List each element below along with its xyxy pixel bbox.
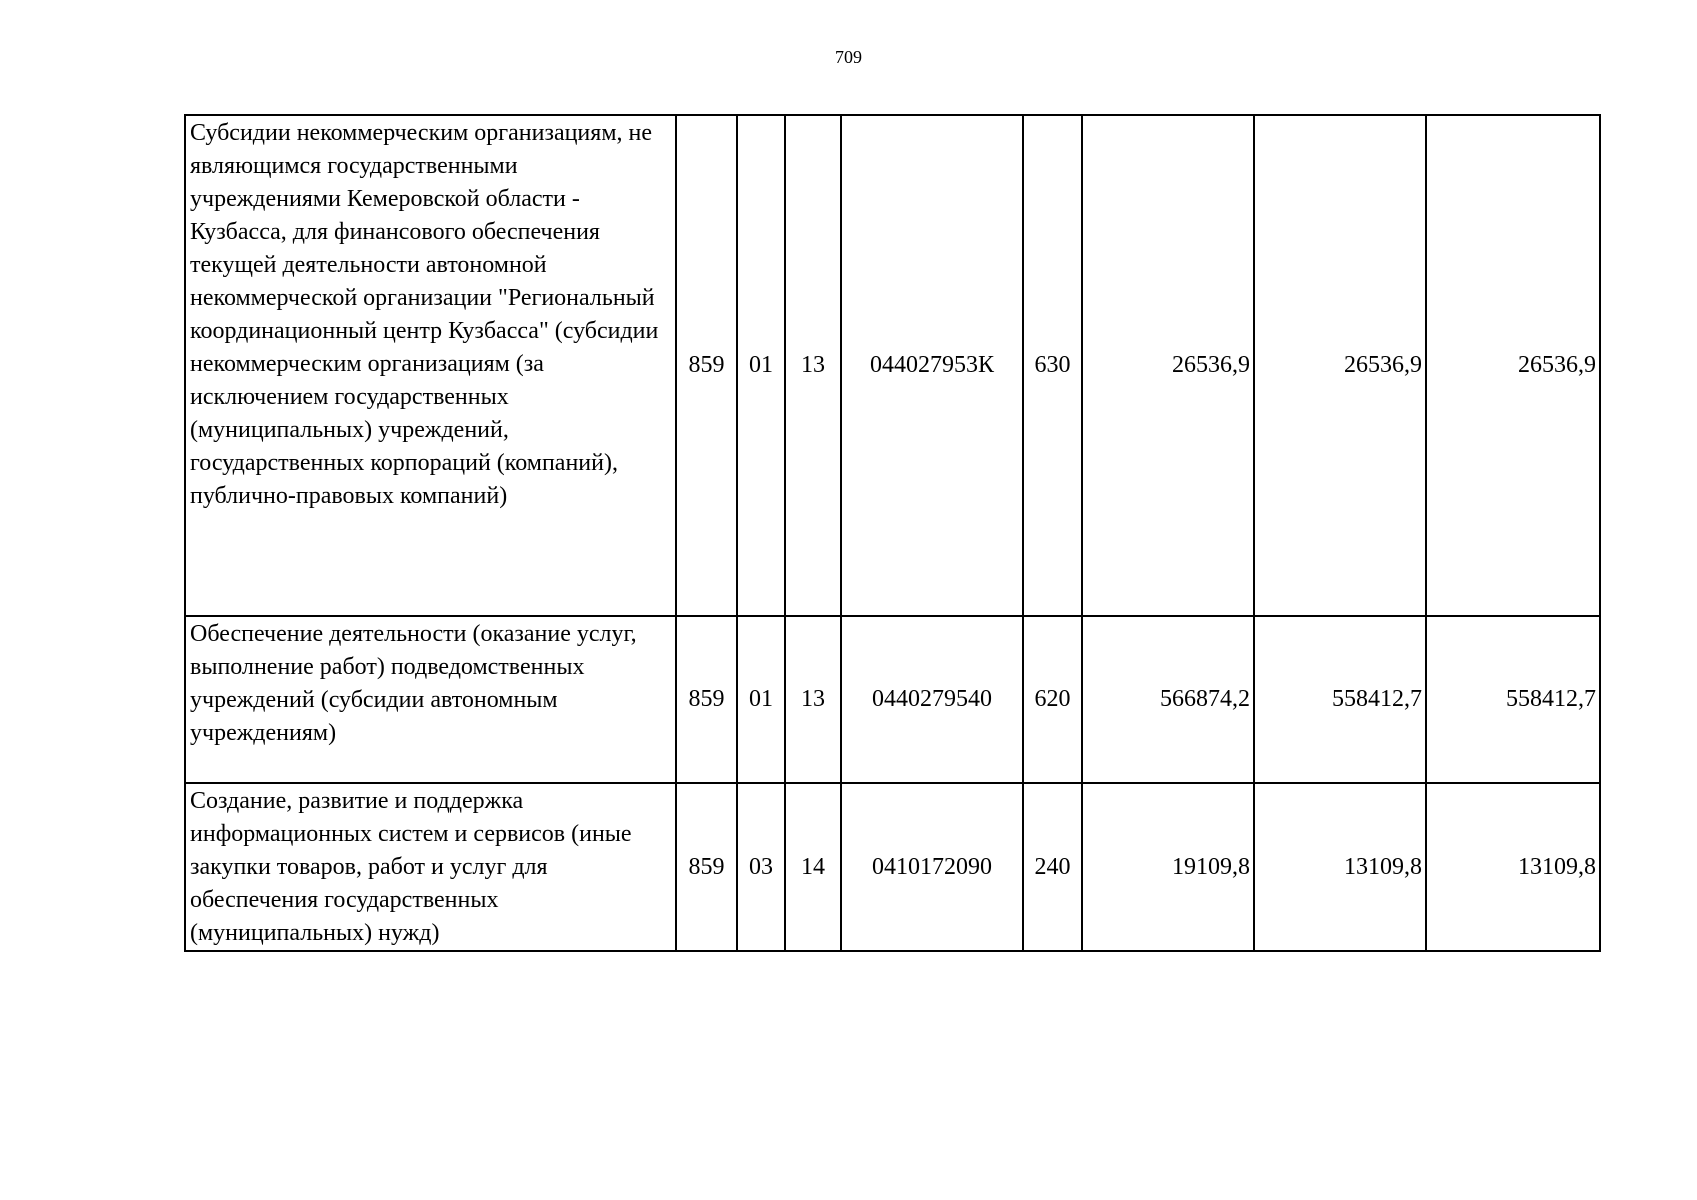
expense-type-code: 620 <box>1023 616 1082 783</box>
ministry-code: 859 <box>676 783 737 951</box>
subsection-code: 14 <box>785 783 841 951</box>
table-row <box>185 616 1600 783</box>
amount-1: 26536,9 <box>1082 115 1254 616</box>
amount-3: 26536,9 <box>1426 115 1600 616</box>
target-article-code: 044027953К <box>841 115 1023 616</box>
subsection-code: 13 <box>785 115 841 616</box>
ministry-code: 859 <box>676 616 737 783</box>
expense-type-code: 630 <box>1023 115 1082 616</box>
target-article-code: 0440279540 <box>841 616 1023 783</box>
amount-3: 13109,8 <box>1426 783 1600 951</box>
row-description: Создание, развитие и поддержка информационных систем и сервисов (иные закупки товаров, работ и услуг для обеспечения государственных (муниципальных) нужд) <box>185 783 676 951</box>
page-number: 709 <box>835 47 862 67</box>
amount-1: 19109,8 <box>1082 783 1254 951</box>
expense-type-code: 240 <box>1023 783 1082 951</box>
target-article-code: 0410172090 <box>841 783 1023 951</box>
amount-2: 26536,9 <box>1254 115 1426 616</box>
budget-table <box>184 114 1601 952</box>
table-row <box>185 115 1600 616</box>
subsection-code: 13 <box>785 616 841 783</box>
ministry-code: 859 <box>676 115 737 616</box>
amount-2: 558412,7 <box>1254 616 1426 783</box>
row-description: Субсидии некоммерческим организациям, не являющимся государственными учреждениями Кемеровской области - Кузбасса, для финансового обеспечения текущей деятельности автономной некоммерческой организации "Региональный координационный центр Кузбасса" (субсидии некоммерческим организациям (за исключением государственных (муниципальных) учреждений, государственных корпораций (компаний), публично-правовых компаний) <box>185 115 676 616</box>
row-description: Обеспечение деятельности (оказание услуг, выполнение работ) подведомственных учреждений (субсидии автономным учреждениям) <box>185 616 676 783</box>
amount-3: 558412,7 <box>1426 616 1600 783</box>
section-code: 01 <box>737 115 785 616</box>
amount-2: 13109,8 <box>1254 783 1426 951</box>
table-row <box>185 783 1600 951</box>
section-code: 03 <box>737 783 785 951</box>
amount-1: 566874,2 <box>1082 616 1254 783</box>
section-code: 01 <box>737 616 785 783</box>
